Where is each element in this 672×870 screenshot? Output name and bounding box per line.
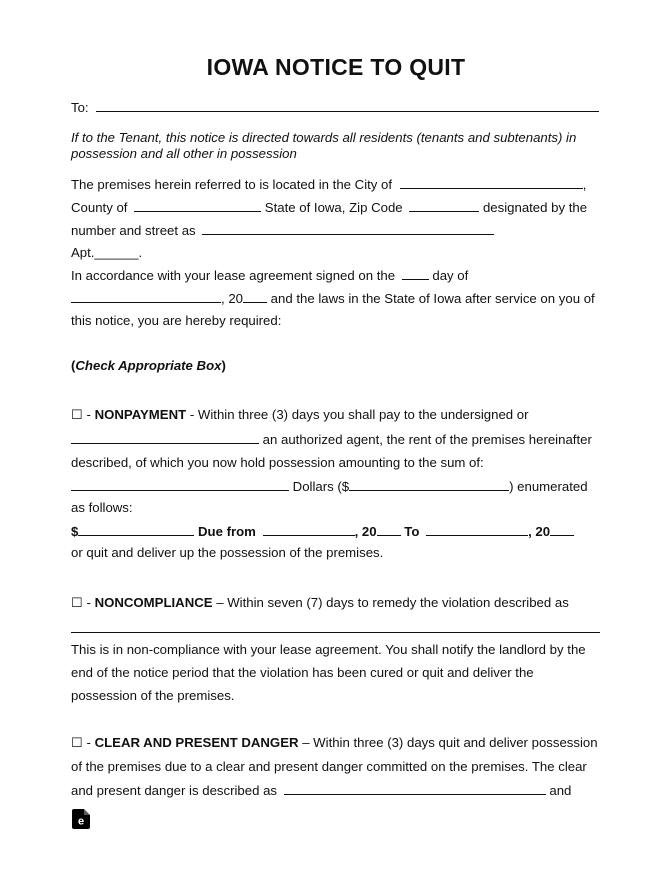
noncompliance-text-1: – Within seven (7) days to remedy the violation described as — [216, 595, 569, 610]
lease-day-field[interactable] — [402, 267, 429, 280]
to-line — [71, 99, 599, 116]
eforms-logo-icon — [72, 809, 90, 829]
svg-text:e: e — [77, 815, 85, 828]
nonpayment-text-1: - Within three (3) days you shall pay to the undersigned or — [189, 407, 529, 422]
nonpayment-line-7: or quit and deliver up the possession of the premises. — [71, 545, 384, 560]
dollars-amount-field[interactable] — [349, 478, 509, 491]
dash: - — [86, 407, 91, 422]
tenant-note-line-2: possession and all other in possession — [71, 146, 297, 161]
agent-field[interactable] — [71, 431, 259, 444]
county-field[interactable] — [134, 199, 261, 212]
dash: - — [86, 735, 91, 750]
noncompliance-line-1 — [71, 595, 569, 611]
paren-open: ( — [71, 358, 76, 373]
noncompliance-checkbox[interactable]: ☐ — [71, 595, 83, 610]
tenant-note-line-1: If to the Tenant, this notice is directed towards all residents (tenants and subtenants) in — [71, 130, 577, 145]
paren-close: ) — [221, 358, 226, 373]
year-prefix-a: , 20 — [354, 524, 377, 539]
due-from-field[interactable] — [263, 523, 355, 536]
page-title: IOWA NOTICE TO QUIT — [206, 54, 466, 80]
lease-line-2 — [71, 290, 595, 307]
apt-line: Apt.______. — [71, 245, 143, 260]
and-label: and — [549, 783, 572, 798]
nonpayment-text-2: an authorized agent, the rent of the premises hereinafter — [262, 432, 592, 447]
danger-text-1: – Within three (3) days quit and deliver possession — [302, 735, 598, 750]
nonpayment-title: NONPAYMENT — [94, 407, 187, 422]
noncompliance-line-2: This is in non-compliance with your lease agreement. You shall notify the landlord by the — [71, 642, 586, 657]
street-field[interactable] — [202, 222, 494, 235]
premises-line-1 — [71, 176, 586, 193]
due-to-field[interactable] — [426, 523, 528, 536]
zip-label: State of Iowa, Zip Code — [264, 200, 403, 215]
premises-line-2 — [71, 199, 587, 216]
dollar-sign: $ — [71, 524, 79, 539]
zip-field[interactable] — [409, 199, 479, 212]
street-label: number and street as — [71, 223, 196, 238]
nonpayment-line-5: as follows: — [71, 500, 133, 515]
violation-field[interactable] — [71, 632, 600, 633]
nonpayment-line-3: described, of which you now hold possession amounting to the sum of: — [71, 455, 484, 470]
nonpayment-line-4 — [71, 478, 588, 495]
to-label: To — [404, 524, 420, 539]
year-prefix-b: , 20 — [528, 524, 551, 539]
due-from-year-field[interactable] — [377, 523, 401, 536]
danger-line-2: of the premises due to a clear and present danger committed on the premises. The clear — [71, 759, 587, 774]
to-field[interactable] — [96, 99, 599, 112]
noncompliance-title: NONCOMPLIANCE — [94, 595, 213, 610]
noncompliance-line-4: possession of the premises. — [71, 688, 235, 703]
amount-field[interactable] — [78, 523, 194, 536]
comma: , — [582, 177, 587, 192]
premises-line-3 — [71, 222, 494, 239]
danger-described-label: and present danger is described as — [71, 783, 278, 798]
enumerated-label: ) enumerated — [509, 479, 588, 494]
nonpayment-line-6 — [71, 523, 574, 540]
lease-signed-label: In accordance with your lease agreement signed on the — [71, 268, 396, 283]
lease-line-3: this notice, you are hereby required: — [71, 313, 282, 328]
county-label: County of — [71, 200, 128, 215]
premises-city-label: The premises herein referred to is located in the City of — [71, 177, 393, 192]
dollars-words-field[interactable] — [71, 478, 289, 491]
city-field[interactable] — [400, 176, 583, 189]
check-box-label: Check Appropriate Box — [75, 358, 222, 373]
danger-description-field[interactable] — [284, 782, 546, 795]
due-from-label: Due from — [198, 524, 256, 539]
danger-checkbox[interactable]: ☐ — [71, 735, 83, 750]
dollars-label: Dollars ($ — [292, 479, 350, 494]
lease-year-field[interactable] — [243, 290, 267, 303]
nonpayment-line-1 — [71, 407, 529, 423]
lease-line-1 — [71, 267, 468, 284]
to-label: To: — [71, 100, 89, 115]
noncompliance-line-3: end of the notice period that the violation has been cured or quit and deliver the — [71, 665, 534, 680]
nonpayment-line-2 — [71, 431, 592, 448]
due-to-year-field[interactable] — [550, 523, 574, 536]
danger-title: CLEAR AND PRESENT DANGER — [94, 735, 299, 750]
danger-line-3 — [71, 782, 571, 799]
designated-label: designated by the — [482, 200, 588, 215]
dash: - — [86, 595, 91, 610]
check-box-instruction — [71, 358, 226, 374]
laws-label: and the laws in the State of Iowa after service on you of — [270, 291, 595, 306]
nonpayment-checkbox[interactable]: ☐ — [71, 407, 83, 422]
lease-month-field[interactable] — [71, 290, 221, 303]
day-of-label: day of — [432, 268, 469, 283]
danger-line-1 — [71, 735, 598, 751]
year-prefix: , 20 — [221, 291, 243, 306]
